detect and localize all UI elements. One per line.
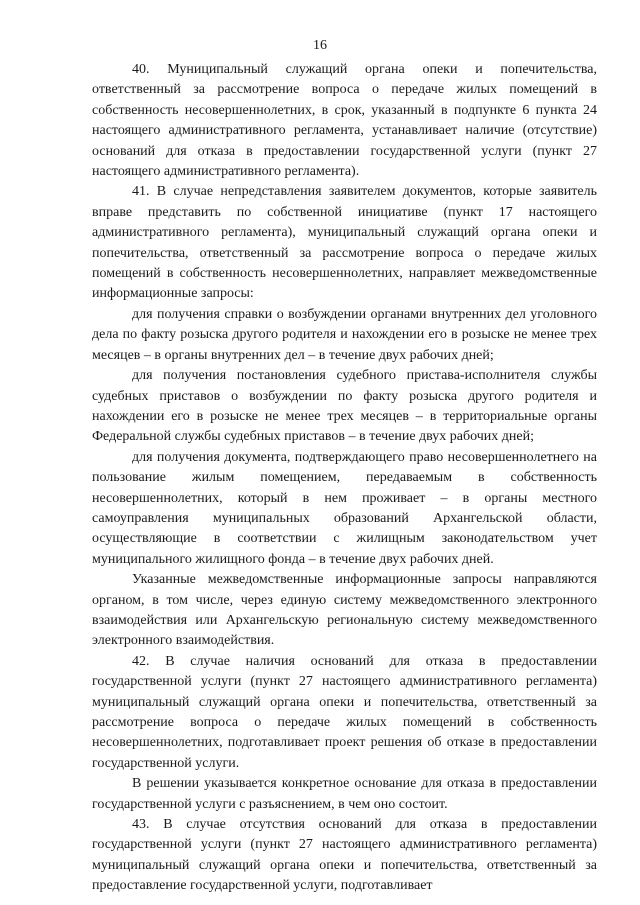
page-number: 16 bbox=[313, 38, 327, 53]
paragraph-42: 42. В случае наличия оснований для отказа в предоставлении государственной услуги (пункт 27 настоящего административного регламента) муниципальный служащий органа опеки и попечительства, ответственный за рассмотрение вопроса о передаче жилых помещений в собственность несовершеннолетних, подготавливает проект решения об отказе в предоставлении государственной услуги. bbox=[92, 653, 597, 771]
paragraph-41-bailiff-request: для получения постановления судебного пристава-исполнителя службы судебных приставов о возбуждении по факту розыска другого родителя и нахождении его в розыске не менее трех месяцев – в территориальные органы Федеральной службы судебных приставов – в течение двух рабочих дней; bbox=[92, 368, 597, 445]
paragraph-43: 43. В случае отсутствия оснований для отказа в предоставлении государственной услуги (пункт 27 настоящего административного регламента) муниципальный служащий органа опеки и попечительства, ответственный за предоставление государственной услуги, подготавливает bbox=[92, 817, 597, 894]
paragraph-41-housing-request: для получения документа, подтверждающего право несовершеннолетнего на пользование жилым помещением, передаваемым в собственность несовершеннолетних, который в нем проживает – в органы местного самоуправления муниципальных образований Архангельской области, осуществляющие в соответствии с жилищным законодательством учет муниципального жилищного фонда – в течение двух рабочих дней. bbox=[92, 449, 597, 567]
paragraph-41-police-request: для получения справки о возбуждении органами внутренних дел уголовного дела по факту розыска другого родителя и нахождении его в розыске не менее трех месяцев – в органы внутренних дел – в течение двух рабочих дней; bbox=[92, 306, 597, 363]
paragraph-40: 40. Муниципальный служащий органа опеки и попечительства, ответственный за рассмотрение вопроса о передаче жилых помещений в собственность несовершеннолетних, в срок, указанный в подпункте 6 пункта 24 настоящего административного регламента, устанавливает наличие (отсутствие) оснований для отказа в предоставлении государственной услуги (пункт 27 настоящего административного регламента). bbox=[92, 62, 597, 180]
paragraph-41: 41. В случае непредставления заявителем документов, которые заявитель вправе представить по собственной инициативе (пункт 17 настоящего административного регламента), муниципальный служащий органа опеки и попечительства, ответственный за рассмотрение вопроса о передаче жилых помещений в собственность несовершеннолетних, направляет межведомственные информационные запросы: bbox=[92, 184, 597, 302]
paragraph-refusal-grounds: В решении указывается конкретное основание для отказа в предоставлении государственной услуги с разъяснением, в чем оно состоит. bbox=[92, 776, 597, 812]
document-body bbox=[92, 60, 597, 897]
paragraph-interagency-requests: Указанные межведомственные информационные запросы направляются органом, в том числе, через единую систему межведомственного электронного взаимодействия или Архангельскую региональную систему межведомственного электронного взаимодействия. bbox=[92, 572, 597, 649]
